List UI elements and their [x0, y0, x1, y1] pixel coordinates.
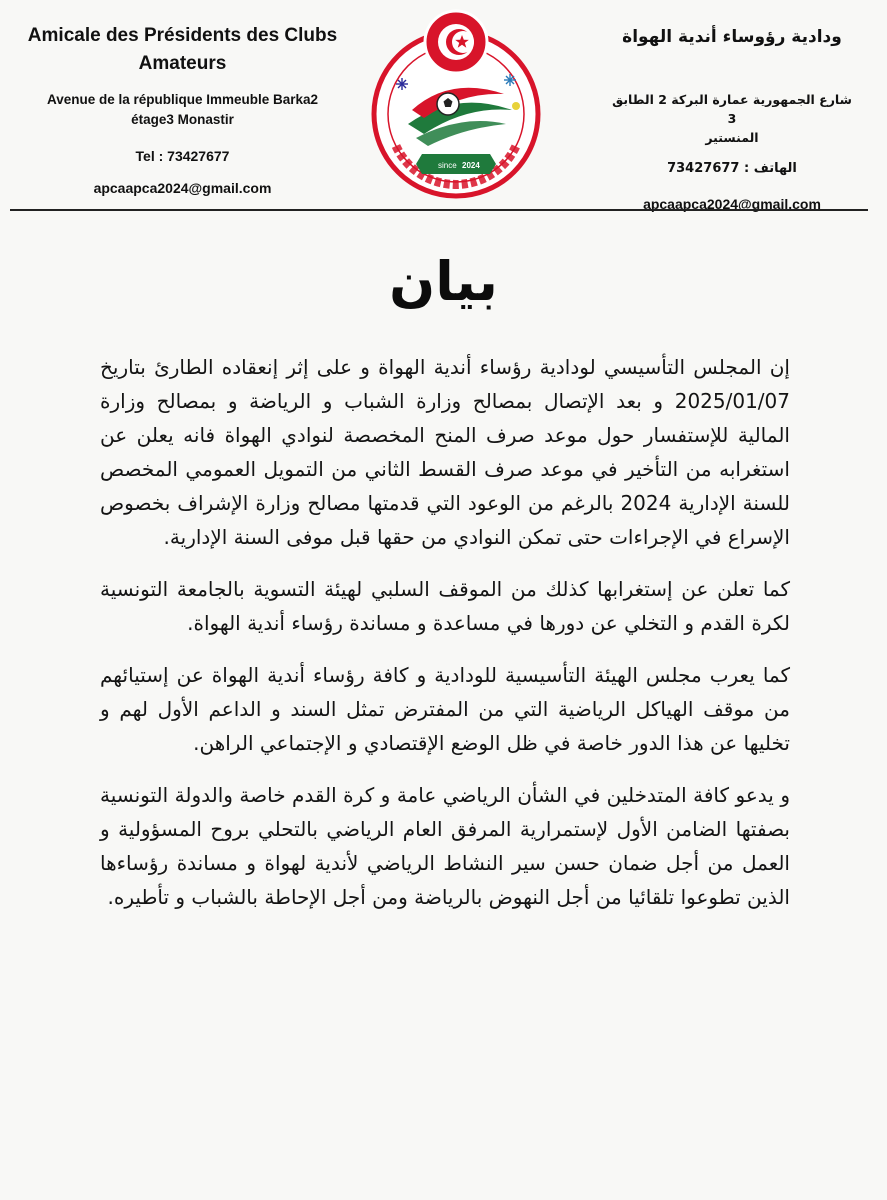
email-french: apcaapca2024@gmail.com: [93, 180, 272, 196]
org-name-arabic: ودادية رؤوساء أندية الهواة: [622, 27, 842, 47]
address-french: Avenue de la république Immeuble Barka2 étage3 Monastir: [46, 92, 319, 127]
statement-body: [100, 350, 790, 932]
paragraph: كما يعرب مجلس الهيئة التأسيسية للودادية و كافة رؤساء أندية الهواة عن إستيائهم من موقف الهياكل الرياضية التي من المفترض تمثل السند و الداعم الأول لهم و تخليها عن هذا الدور خاصة في ظل الوضع الإقتصادي و الإجتماعي الراهن.: [100, 663, 790, 755]
org-name-french: Amicale des Présidents des Clubs Amateurs: [27, 25, 338, 74]
phone-arabic: [607, 161, 857, 176]
ribbon-since-label: since: [438, 161, 457, 170]
paragraph: إن المجلس التأسيسي لودادية رؤساء أندية الهواة و على إثر إنعقاده الطارئ بتاريخ 2025/01/07 و بعد الإتصال بمصالح وزارة الشباب و الرياضة و بمصالح وزارة المالية للإستفسار حول موعد صرف المنح المخصصة لنوادي الهواة فانه يعلن عن استغرابه من التأخير في موعد صرف القسط الثاني من التمويل العمومي المخصص للسنة الإدارية 2024 بالرغم من الوعود التي قدمتها مصالح وزارة الإشراف بخصوص الإسراع في الإجراءات حتى تمكن النوادي من حقها قبل موفى السنة الإدارية.: [100, 355, 790, 549]
header-french-block: [10, 22, 355, 196]
header-divider: [10, 209, 868, 211]
phone-label-arabic: الهاتف :: [744, 161, 797, 176]
document-title: بيان: [389, 250, 498, 313]
phone-number-arabic: 73427677: [667, 161, 740, 176]
header-arabic-block: [607, 24, 857, 212]
paragraph: كما تعلن عن إستغرابها كذلك من الموقف السلبي لهيئة التسوية بالجامعة التونسية لكرة القدم و التخلي عن دورها في مساعدة و مساندة رؤساء أندية الهواة.: [100, 577, 790, 635]
phone-french: Tel : 73427677: [135, 148, 230, 164]
ribbon-year-label: 2024: [462, 161, 480, 170]
address-arabic: شارع الجمهورية عمارة البركة 2 الطابق 3 المنستير: [612, 92, 852, 145]
email-arabic: apcaapca2024@gmail.com: [643, 196, 821, 212]
club-presidents-emblem-icon: [366, 6, 546, 202]
paragraph: و يدعو كافة المتدخلين في الشأن الرياضي عامة و كرة القدم خاصة والدولة التونسية بصفتها الضامن الأول لإستمرارية المرفق العام الرياضي بالتحلي بروح المسؤولية و العمل من أجل ضمان حسن سير النشاط الرياضي لأندية لهواة و مساندة رؤساءها الذين تطوعوا تلقائيا من أجل النهوض بالرياضة ومن أجل الإحاطة بالشباب و تأطيره.: [100, 783, 790, 909]
